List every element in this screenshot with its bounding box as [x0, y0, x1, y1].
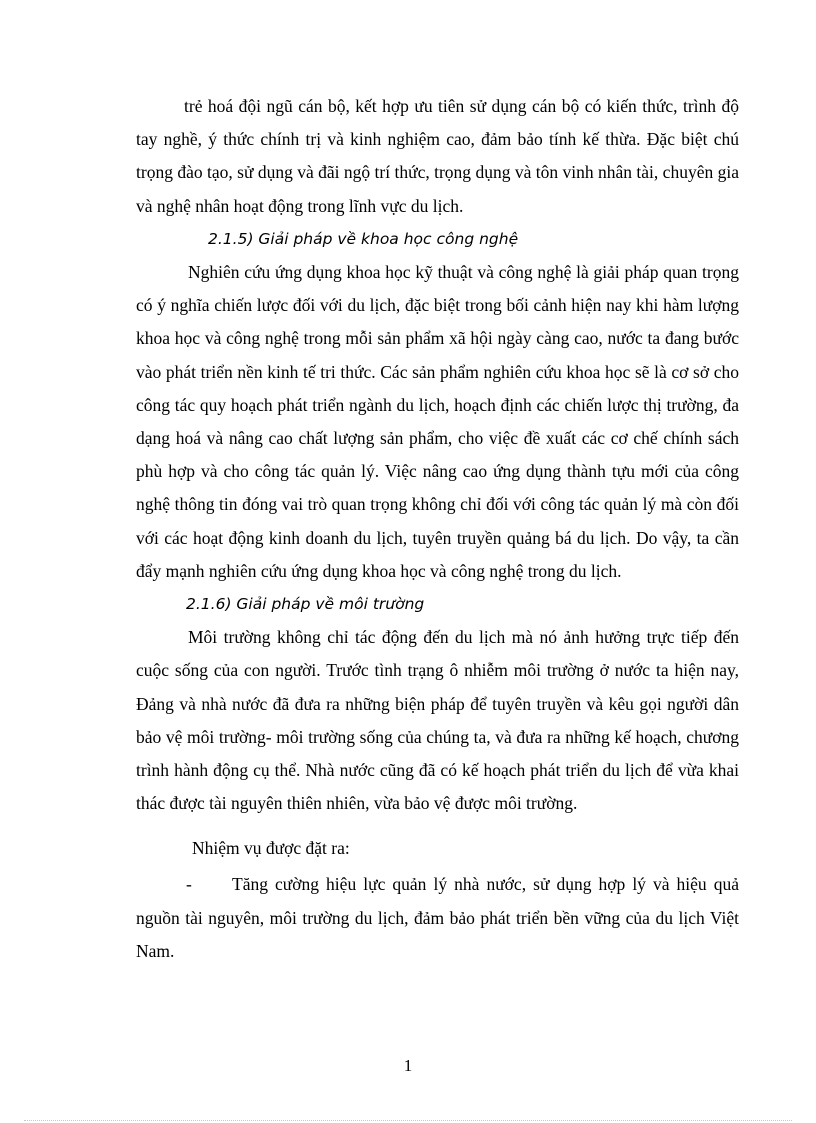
- spacer: [136, 820, 739, 828]
- tasks-intro: Nhiệm vụ được đặt ra:: [192, 838, 350, 859]
- page-bottom-border: [24, 1120, 792, 1121]
- paragraph-science-technology: Nghiên cứu ứng dụng khoa học kỹ thuật và công nghệ là giải pháp quan trọng có ý nghĩa chiến lược đối với du lịch, đặc biệt trong bối cảnh hiện nay khi hàm lượng khoa học và công nghệ trong mỗi sản phẩm xã hội ngày càng cao, nước ta đang bước vào phát triển nền kinh tế tri thức. Các sản phẩm nghiên cứu khoa học sẽ là cơ sở cho công tác quy hoạch phát triển ngành du lịch, hoạch định các chiến lược thị trường, đa dạng hoá và nâng cao chất lượng sản phẩm, cho việc đề xuất các cơ chế chính sách phù hợp và cho công tác quản lý. Việc nâng cao ứng dụng thành tựu mới của công nghệ thông tin đóng vai trò quan trọng không chỉ đối với công tác quản lý mà còn đối với các hoạt động kinh doanh du lịch, tuyên truyền quảng bá du lịch. Do vậy, ta cần đẩy mạnh nghiên cứu ứng dụng khoa học và công nghệ trong du lịch.: [136, 262, 739, 581]
- paragraph-environment: Môi trường không chỉ tác động đến du lịch mà nó ảnh hưởng trực tiếp đến cuộc sống của con người. Trước tình trạng ô nhiễm môi trường ở nước ta hiện nay, Đảng và nhà nước đã đưa ra những biện pháp để tuyên truyền và kêu gọi người dân bảo vệ môi trường- môi trường sống của chúng ta, và đưa ra những kế hoạch, chương trình hành động cụ thể. Nhà nước cũng đã có kế hoạch phát triển du lịch để vừa khai thác được tài nguyên thiên nhiên, vừa bảo vệ được môi trường.: [136, 627, 739, 814]
- bullet-dash: -: [186, 874, 192, 895]
- bullet-item-text: Tăng cường hiệu lực quản lý nhà nước, sử dụng hợp lý và hiệu quả nguồn tài nguyên, môi trường du lịch, đảm bảo phát triển bền vững của du lịch Việt Nam.: [136, 874, 739, 961]
- bullet-item: [136, 868, 739, 968]
- section-heading-2-1-5: 2.1.5) Giải pháp về khoa học công nghệ: [208, 229, 519, 248]
- page-number: 1: [403, 1056, 413, 1075]
- paragraph-staff-training: trẻ hoá đội ngũ cán bộ, kết hợp ưu tiên sử dụng cán bộ có kiến thức, trình độ tay nghề, ý thức chính trị và kinh nghiệm cao, đảm bảo tính kế thừa. Đặc biệt chú trọng đào tạo, sử dụng và đãi ngộ trí thức, trọng dụng và tôn vinh nhân tài, chuyên gia và nghệ nhân hoạt động trong lĩnh vực du lịch.: [136, 96, 739, 216]
- section-heading-2-1-6: 2.1.6) Giải pháp về môi trường: [186, 595, 425, 614]
- document-page: [136, 90, 739, 968]
